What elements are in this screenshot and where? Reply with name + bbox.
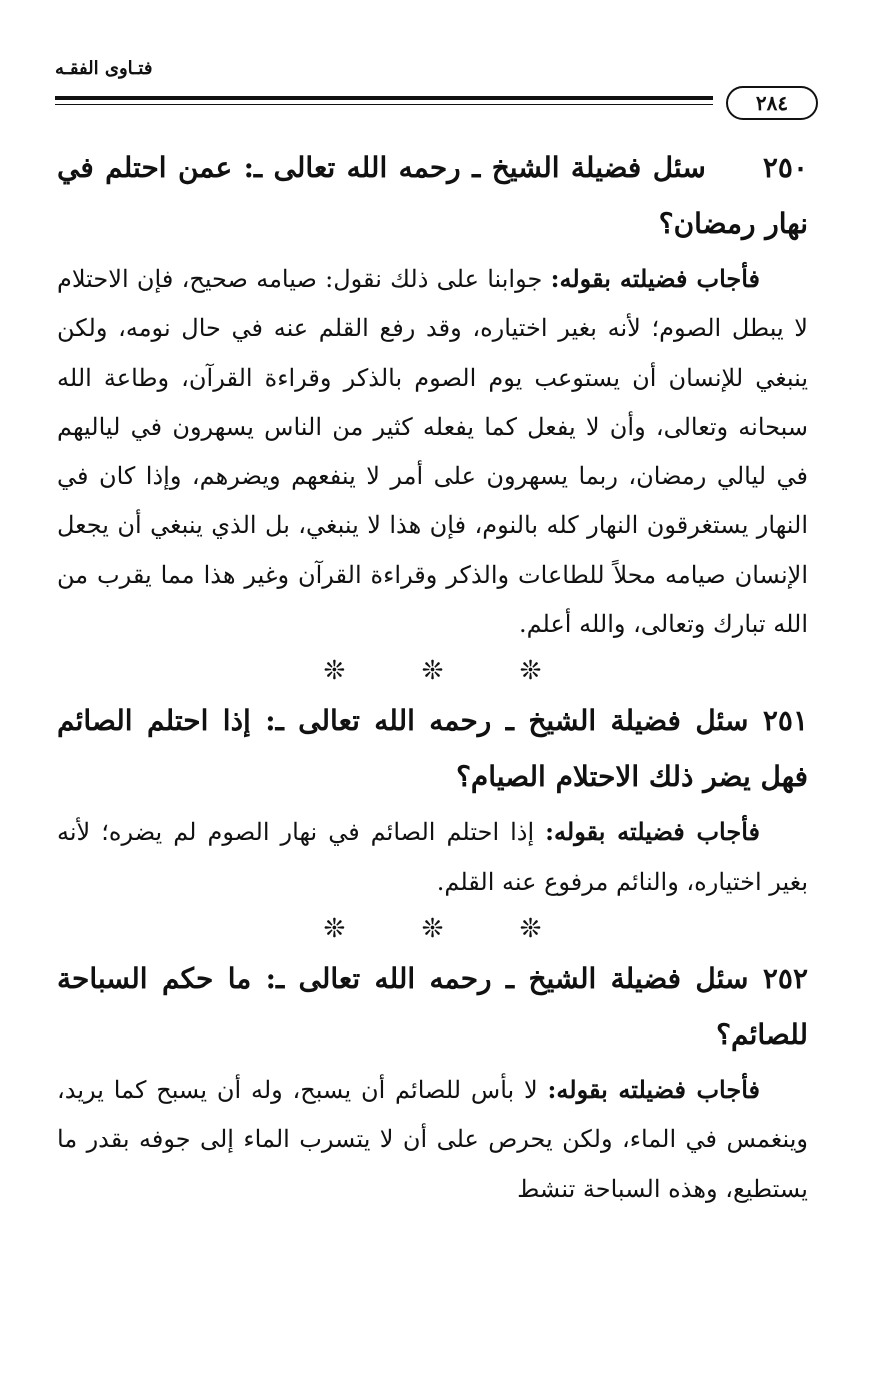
answer-251 <box>57 807 808 907</box>
question-text: سئل فضيلة الشيخ ـ رحمه الله تعالى ـ: إذا احتلم الصائم فهل يضر ذلك الاحتلام الصيام؟ <box>57 704 808 794</box>
page-header <box>55 58 818 118</box>
answer-lead: فأجاب فضيلته بقوله: <box>547 1074 760 1104</box>
answer-252 <box>57 1065 808 1214</box>
question-251 <box>57 693 808 805</box>
header-rule-thick <box>55 96 713 100</box>
answer-lead: فأجاب فضيلته بقوله: <box>545 817 760 847</box>
question-text: سئل فضيلة الشيخ ـ رحمه الله تعالى ـ: عمن احتلم في نهار رمضان؟ <box>57 151 808 240</box>
answer-lead: فأجاب فضيلته بقوله: <box>550 264 760 293</box>
book-title: فتـاوى الفقـه <box>55 58 153 79</box>
page-content <box>57 140 808 1214</box>
answer-text: جوابنا على ذلك نقول: صيامه صحيح، فإن الاحتلام لا يبطل الصوم؛ لأنه بغير اختياره، وقد رفع القلم عنه في حال نومه، ولكن ينبغي للإنسان أن يستوعب يوم الصوم بالذكر وقراءة القرآن، وطاعة الله سبحانه وتعالى، وأن لا يفعل كما يفعله كثير من الناس يسهرون في لياليهم في ليالي رمضان، ربما يسهرون على أمر لا ينفعهم ويضرهم، وإذا كان في النهار يستغرقون النهار كله بالنوم، فإن هذا لا ينبغي، بل الذي ينبغي أن يجعل الإنسان صيامه محلاً للطاعات والذكر وقراءة القرآن وغير هذا مما يقرب من الله تبارك وتعالى، والله أعلم. <box>57 265 808 639</box>
question-number: ٢٥١ <box>762 704 808 738</box>
question-number: ٢٥٢ <box>762 961 808 995</box>
question-252 <box>57 951 808 1063</box>
question-number: ٢٥٠ <box>762 151 808 184</box>
header-rule-thin <box>55 104 713 105</box>
page-number: ٢٨٤ <box>726 86 818 120</box>
answer-text: لا بأس للصائم أن يسبح، وله أن يسبح كما يريد، وينغمس في الماء، ولكن يحرص على أن لا يتسرب الماء إلى جوفه بقدر ما يستطيع، وهذه السباحة تنشط <box>57 1075 808 1203</box>
question-text: سئل فضيلة الشيخ ـ رحمه الله تعالى ـ: ما حكم السباحة للصائم؟ <box>57 961 808 1051</box>
section-separator: ❊ ❊ ❊ <box>323 913 576 944</box>
answer-250 <box>57 254 808 649</box>
question-250 <box>57 140 808 252</box>
answer-text: إذا احتلم الصائم في نهار الصوم لم يضره؛ لأنه بغير اختياره، والنائم مرفوع عنه القلم. <box>57 818 808 896</box>
section-separator: ❊ ❊ ❊ <box>323 656 576 687</box>
